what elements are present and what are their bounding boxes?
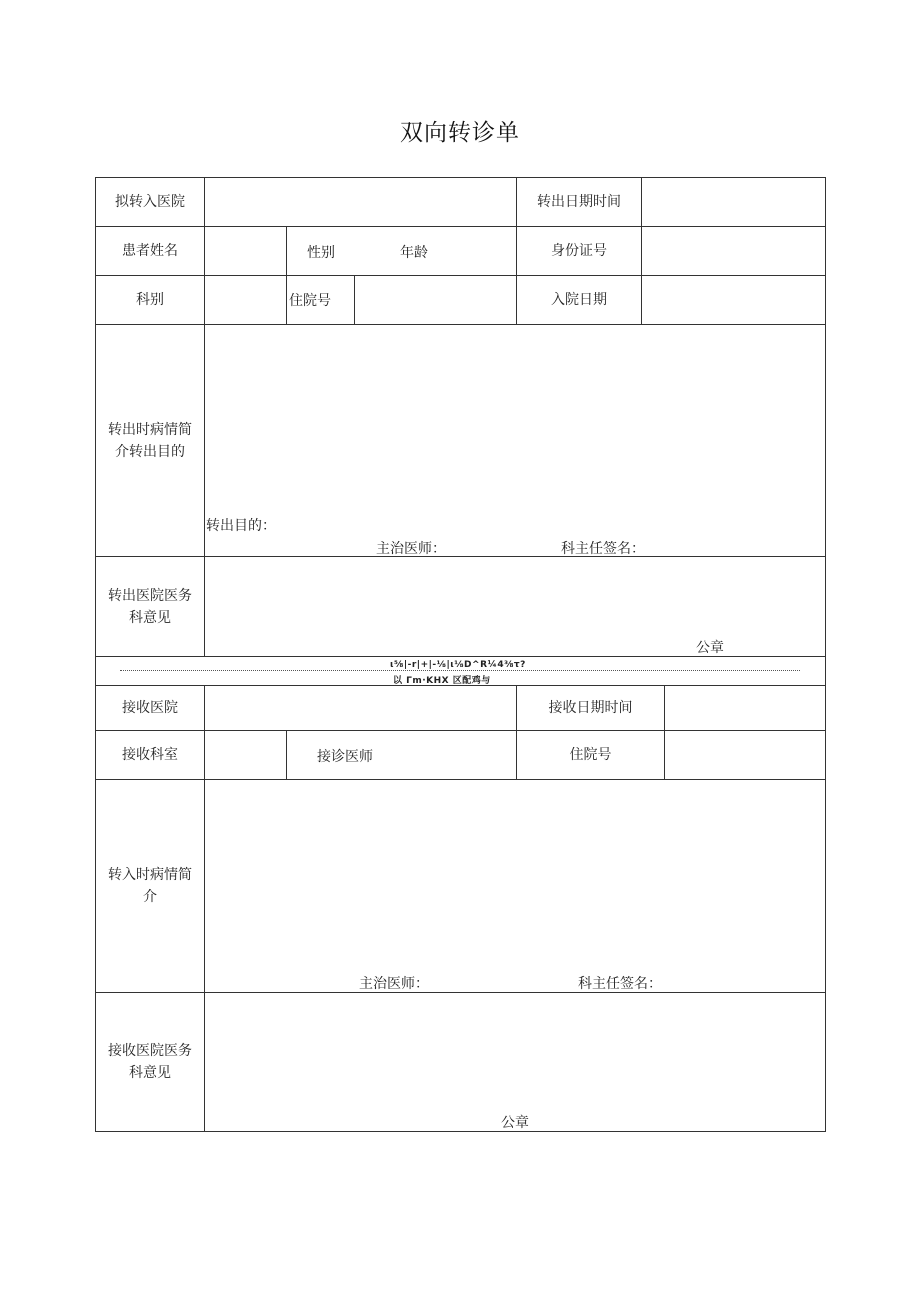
transfer-datetime-label: 转出日期时间 <box>516 177 642 227</box>
cut-dotted-line <box>120 670 800 671</box>
receive-datetime-field[interactable] <box>664 685 826 731</box>
in-medical-office-label: 接收医院医务科意见 <box>95 992 205 1132</box>
separator-text-2: 以 Γm·KHX 区配鸡与 <box>393 676 491 686</box>
target-hospital-field[interactable] <box>204 177 517 227</box>
condition-label: 转出时病情简介转出目的 <box>95 324 205 557</box>
purpose-label: 转出目的： <box>206 518 276 534</box>
age-label: 年龄 <box>400 245 428 261</box>
in-director-signature-label: 科主任签名： <box>578 976 662 992</box>
department-label: 科别 <box>95 275 205 325</box>
receive-datetime-label: 接收日期时间 <box>516 685 665 731</box>
director-signature-label: 科主任签名： <box>561 541 645 557</box>
gender-age-cell[interactable] <box>286 226 517 276</box>
gender-label: 性别 <box>307 245 335 261</box>
admission-no-field[interactable] <box>354 275 517 325</box>
transfer-datetime-field[interactable] <box>641 177 826 227</box>
receiving-department-field[interactable] <box>204 730 287 780</box>
department-field[interactable] <box>204 275 287 325</box>
receiving-hospital-field[interactable] <box>204 685 517 731</box>
in-medical-office-field[interactable] <box>204 992 826 1132</box>
out-medical-office-field[interactable] <box>204 556 826 657</box>
in-admission-no-field[interactable] <box>664 730 826 780</box>
receiving-doctor-label: 接诊医师 <box>317 749 373 765</box>
target-hospital-label: 拟转入医院 <box>95 177 205 227</box>
receiving-doctor-cell[interactable] <box>286 730 517 780</box>
in-admission-no-label: 住院号 <box>516 730 665 780</box>
admission-date-label: 入院日期 <box>516 275 642 325</box>
out-seal-label: 公章 <box>696 640 724 656</box>
attending-doctor-label: 主治医师： <box>376 541 446 557</box>
in-condition-label: 转入时病情简介 <box>95 779 205 993</box>
receiving-hospital-label: 接收医院 <box>95 685 205 731</box>
in-condition-field[interactable] <box>204 779 826 993</box>
admission-date-field[interactable] <box>641 275 826 325</box>
patient-name-field[interactable] <box>204 226 287 276</box>
out-medical-office-label: 转出医院医务科意见 <box>95 556 205 657</box>
id-number-field[interactable] <box>641 226 826 276</box>
separator-text-1: ι⅝|-r|+|-⅛|ι⅛D^R¼4⅜τ? <box>390 660 526 670</box>
in-seal-label: 公章 <box>501 1115 529 1131</box>
condition-field[interactable] <box>204 324 826 557</box>
receiving-department-label: 接收科室 <box>95 730 205 780</box>
in-attending-doctor-label: 主治医师： <box>359 976 429 992</box>
patient-name-label: 患者姓名 <box>95 226 205 276</box>
admission-no-label: 住院号 <box>286 275 355 325</box>
id-number-label: 身份证号 <box>516 226 642 276</box>
page-title: 双向转诊单 <box>400 120 520 146</box>
